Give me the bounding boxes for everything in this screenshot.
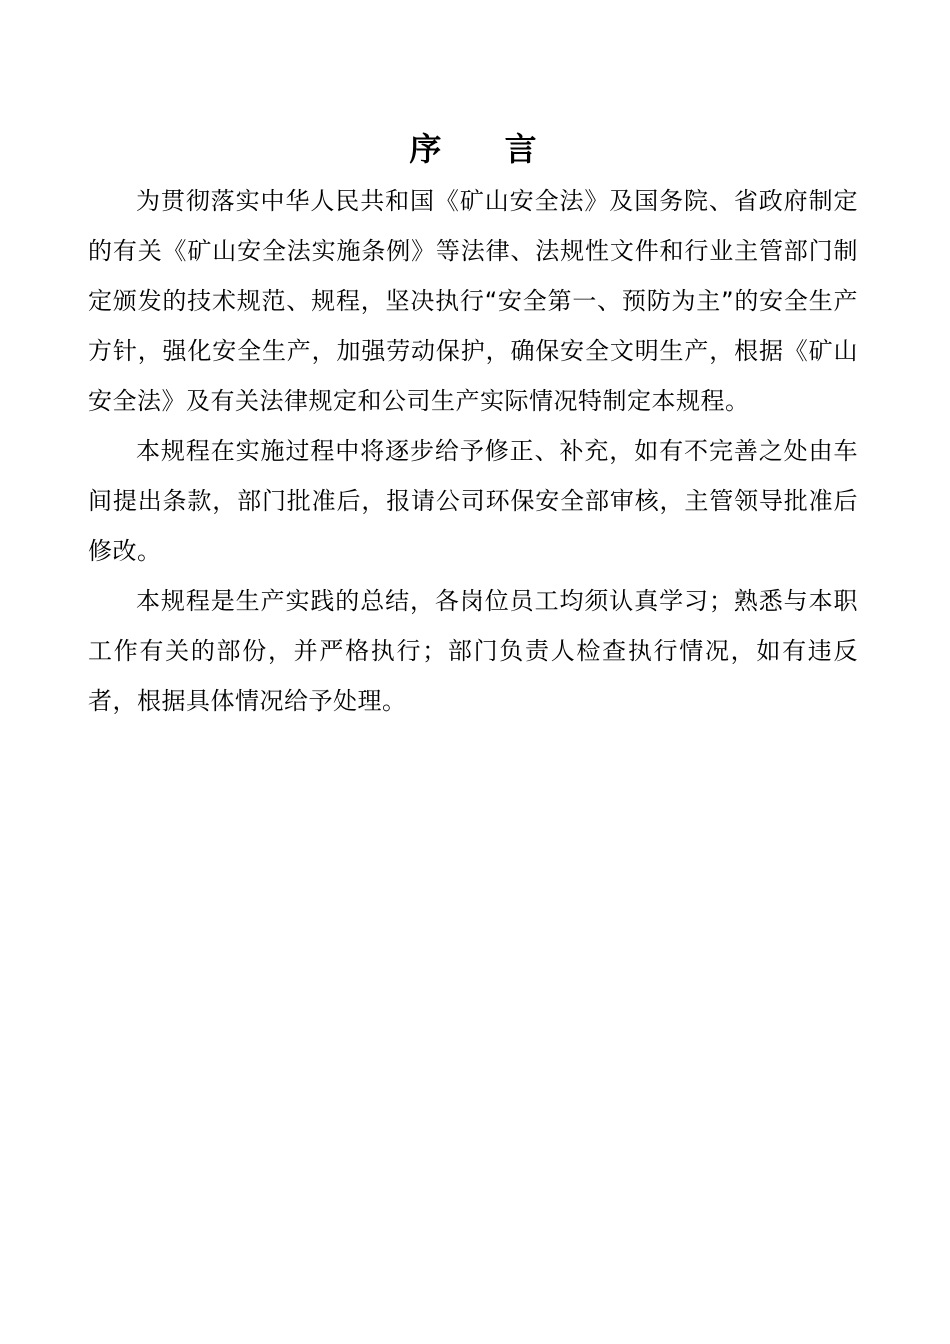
document-page xyxy=(88,126,858,726)
paragraph-1: 为贯彻落实中华人民共和国《矿山安全法》及国务院、省政府制定的有关《矿山安全法实施条例》等法律、法规性文件和行业主管部门制定颁发的技术规范、规程，坚决执行“安全第一、预防为主”的安全生产方针，强化安全生产，加强劳动保护，确保安全文明生产，根据《矿山安全法》及有关法律规定和公司生产实际情况特制定本规程。 xyxy=(88,187,858,415)
page-title: 序 言 xyxy=(409,130,563,168)
paragraph-3: 本规程是生产实践的总结，各岗位员工均须认真学习；熟悉与本职工作有关的部份，并严格执行；部门负责人检查执行情况，如有违反者，根据具体情况给予处理。 xyxy=(88,587,858,715)
paragraph-2: 本规程在实施过程中将逐步给予修正、补充，如有不完善之处由车间提出条款，部门批准后，报请公司环保安全部审核，主管领导批准后修改。 xyxy=(88,437,858,565)
